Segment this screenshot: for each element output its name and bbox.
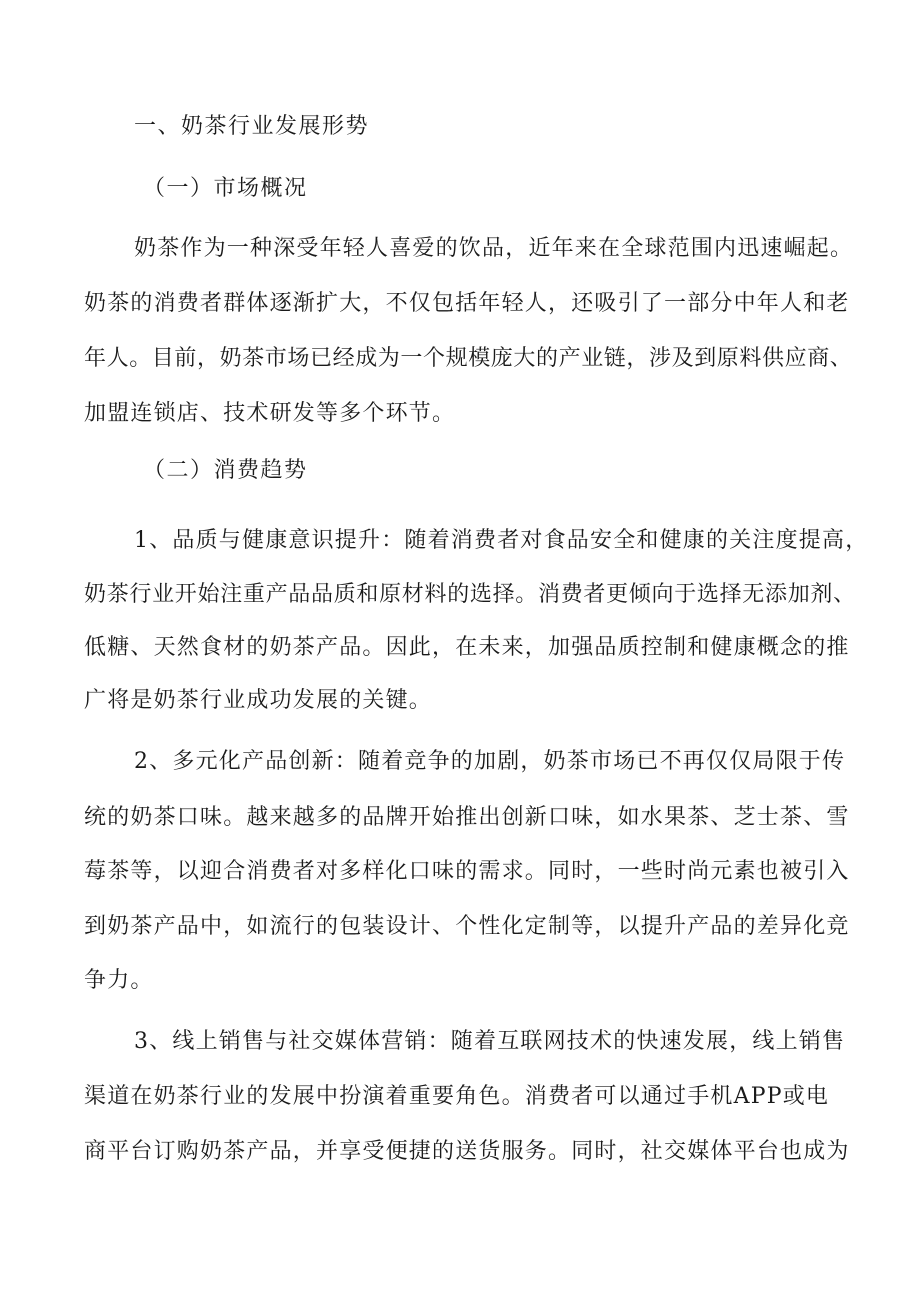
paragraph-line: 奶茶作为一种深受年轻人喜爱的饮品，近年来在全球范围内迅速崛起。 (134, 236, 854, 261)
subheading-market-overview: （一）市场概况 (143, 176, 308, 201)
paragraph-line: 1、品质与健康意识提升：随着消费者对食品安全和健康的关注度提高， (134, 528, 869, 553)
paragraph-line: 2、多元化产品创新：随着竞争的加剧，奶茶市场已不再仅仅局限于传 (134, 749, 846, 774)
section-heading-1: 一、奶茶行业发展形势 (134, 114, 370, 139)
paragraph-line: 渠道在奶茶行业的发展中扮演着重要角色。消费者可以通过手机APP或电 (84, 1084, 830, 1109)
subheading-consumption-trend: （二）消费趋势 (143, 458, 308, 483)
paragraph-line: 争力。 (84, 968, 154, 993)
paragraph-line: 奶茶的消费者群体逐渐扩大，不仅包括年轻人，还吸引了一部分中年人和老 (84, 291, 850, 316)
paragraph-line: 莓茶等，以迎合消费者对多样化口味的需求。同时，一些时尚元素也被引入 (84, 859, 850, 884)
paragraph-line: 商平台订购奶茶产品，并享受便捷的送货服务。同时，社交媒体平台也成为 (84, 1139, 850, 1164)
paragraph-line: 加盟连锁店、技术研发等多个环节。 (84, 401, 456, 426)
paragraph-line: 低糖、天然食材的奶茶产品。因此，在未来，加强品质控制和健康概念的推 (84, 635, 850, 660)
paragraph-line: 统的奶茶口味。越来越多的品牌开始推出创新口味，如水果茶、芝士茶、雪 (84, 805, 850, 830)
paragraph-line: 3、线上销售与社交媒体营销：随着互联网技术的快速发展，线上销售 (134, 1029, 846, 1054)
paragraph-line: 到奶茶产品中，如流行的包装设计、个性化定制等，以提升产品的差异化竞 (84, 914, 850, 939)
paragraph-line: 年人。目前，奶茶市场已经成为一个规模庞大的产业链，涉及到原料供应商、 (84, 346, 853, 371)
paragraph-line: 奶茶行业开始注重产品品质和原材料的选择。消费者更倾向于选择无添加剂、 (84, 582, 856, 607)
paragraph-line: 广将是奶茶行业成功发展的关键。 (84, 688, 433, 713)
